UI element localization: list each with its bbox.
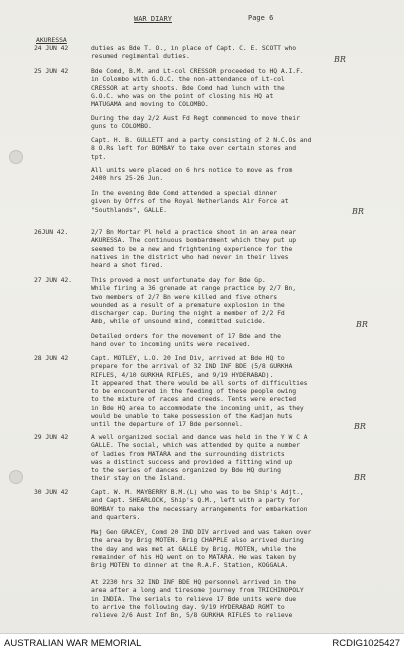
location-heading: AKURESSA xyxy=(36,36,67,44)
entry-paragraph: At 2230 hrs 32 IND INF BDE HQ personnel arrived in the area after a long and tiresome journey from TRICHINOPOLY in INDIA. The serials to relieve 17 Bde units were due to arrive the following day. 9/19 HYDERABAD RGMT to relieve 2/6 Aust Inf Bn, 5/8 GURKHA RIFLES to relieve xyxy=(91,578,304,620)
entry-paragraph: All units were placed on 6 hrs notice to move as from 2400 hrs 25-26 Jun. xyxy=(91,166,293,183)
page-title: WAR DIARY xyxy=(134,15,172,23)
entry-date: 25 JUN 42 xyxy=(34,67,69,75)
archive-footer xyxy=(0,633,404,654)
entry-paragraph: In the evening Bde Comd attended a special dinner given by Offrs of the Royal Netherlands Air Force at "Southlands", GALLE. xyxy=(91,189,289,214)
entry-paragraph: Maj Gen GRACEY, Comd 20 IND DIV arrived and was taken over the area by Brig MOTEN. Brig CHAPPLE also arrived during the day and was met at GALLE by Brig. MOTEN, while the remainder of his HQ went on to MATARA. He was taken by Brig MOTEN to dinner at the R.A.F. Station, KOGGALA. xyxy=(91,528,312,570)
handwritten-initials: BR xyxy=(354,473,366,482)
entry-paragraph: Capt. W. M. MAYBERRY B.M.(L) who was to be Ship's Adjt., and Capt. SHEARLOCK, Ship's Q.M., left with a party for BOMBAY to make the necessary arrangements for embarkation and quarters. xyxy=(91,488,308,521)
entry-paragraph: This proved a most unfortunate day for Bde Gp. While firing a 36 grenade at range practice by 2/7 Bn, two members of 2/7 Bn were killed and five others wounded as a result of a premature explosion in the discharger cap. During the night a member of 2/2 Fd Amb, while of unsound mind, committed suicide. xyxy=(91,276,297,326)
punch-hole xyxy=(9,470,23,484)
page-number: Page 6 xyxy=(248,14,274,22)
handwritten-initials: BR xyxy=(352,207,364,216)
handwritten-initials: BR xyxy=(334,55,346,64)
entry-paragraph: Bde Comd, B.M. and Lt-col CRESSOR proceeded to HQ A.I.F. in Colombo with G.O.C. the non-attendance of Lt-col CRESSOR at arty shoots. Bde Comd had lunch with the G.O.C. who was on the point of closing his HQ at MATUGAMA and moving to COLOMBO. xyxy=(91,67,304,109)
punch-hole xyxy=(9,150,23,164)
entry-date: 30 JUN 42 xyxy=(34,488,69,496)
entry-paragraph: During the day 2/2 Aust Fd Regt commenced to move their guns to COLOMBO. xyxy=(91,114,300,131)
entry-date: 27 JUN 42. xyxy=(34,276,72,284)
entry-paragraph: 2/7 Bn Mortar Pl held a practice shoot in an area near AKURESSA. The continuous bombardment which they put up seemed to be a new and frightening experience for the natives in the district who had never in their lives heard a shot fired. xyxy=(91,228,297,270)
handwritten-initials: BR xyxy=(356,320,368,329)
entry-paragraph: Detailed orders for the movement of 17 Bde and the hand over to incoming units were received. xyxy=(91,332,281,349)
record-id: RCDIG1025427 xyxy=(332,638,400,649)
handwritten-initials: BR xyxy=(354,422,366,431)
entry-date: 26JUN 42. xyxy=(34,228,69,236)
entry-paragraph: Capt. MOTLEY, L.O. 20 Ind Div, arrived at Bde HQ to prepare for the arrival of 32 IND INF BDE (5/8 GURKHA RIFLES, 4/10 GURKHA RIFLES, and 9/19 HYDERABAD). It appeared that there would be all sorts of difficulties to be encountered in the feeding of these people owing to the mixture of races and creeds. Tents were erected in Bde HQ area to accommodate the incoming unit, as they would be unable to take possession of the Kadjan huts until the departure of 17 Bde personnel. xyxy=(91,354,308,429)
entry-date: 24 JUN 42 xyxy=(34,44,69,52)
archive-name: AUSTRALIAN WAR MEMORIAL xyxy=(4,638,142,649)
entry-paragraph: Capt. H. B. GULLETT and a party consisting of 2 N.C.Os and 8 O.Rs left for BOMBAY to take over certain stores and tpt. xyxy=(91,136,312,161)
entry-paragraph: A well organized social and dance was held in the Y W C A GALLE. The social, which was attended by quite a number of ladies from MATARA and the surrounding districts was a distinct success and provided a fitting wind up to the series of dances organized by Bde HQ during their stay on the Island. xyxy=(91,433,308,483)
entry-date: 29 JUN 42 xyxy=(34,433,69,441)
entry-date: 28 JUN 42 xyxy=(34,354,69,362)
entry-paragraph: duties as Bde T. O., in place of Capt. C. E. SCOTT who resumed regimental duties. xyxy=(91,44,297,61)
